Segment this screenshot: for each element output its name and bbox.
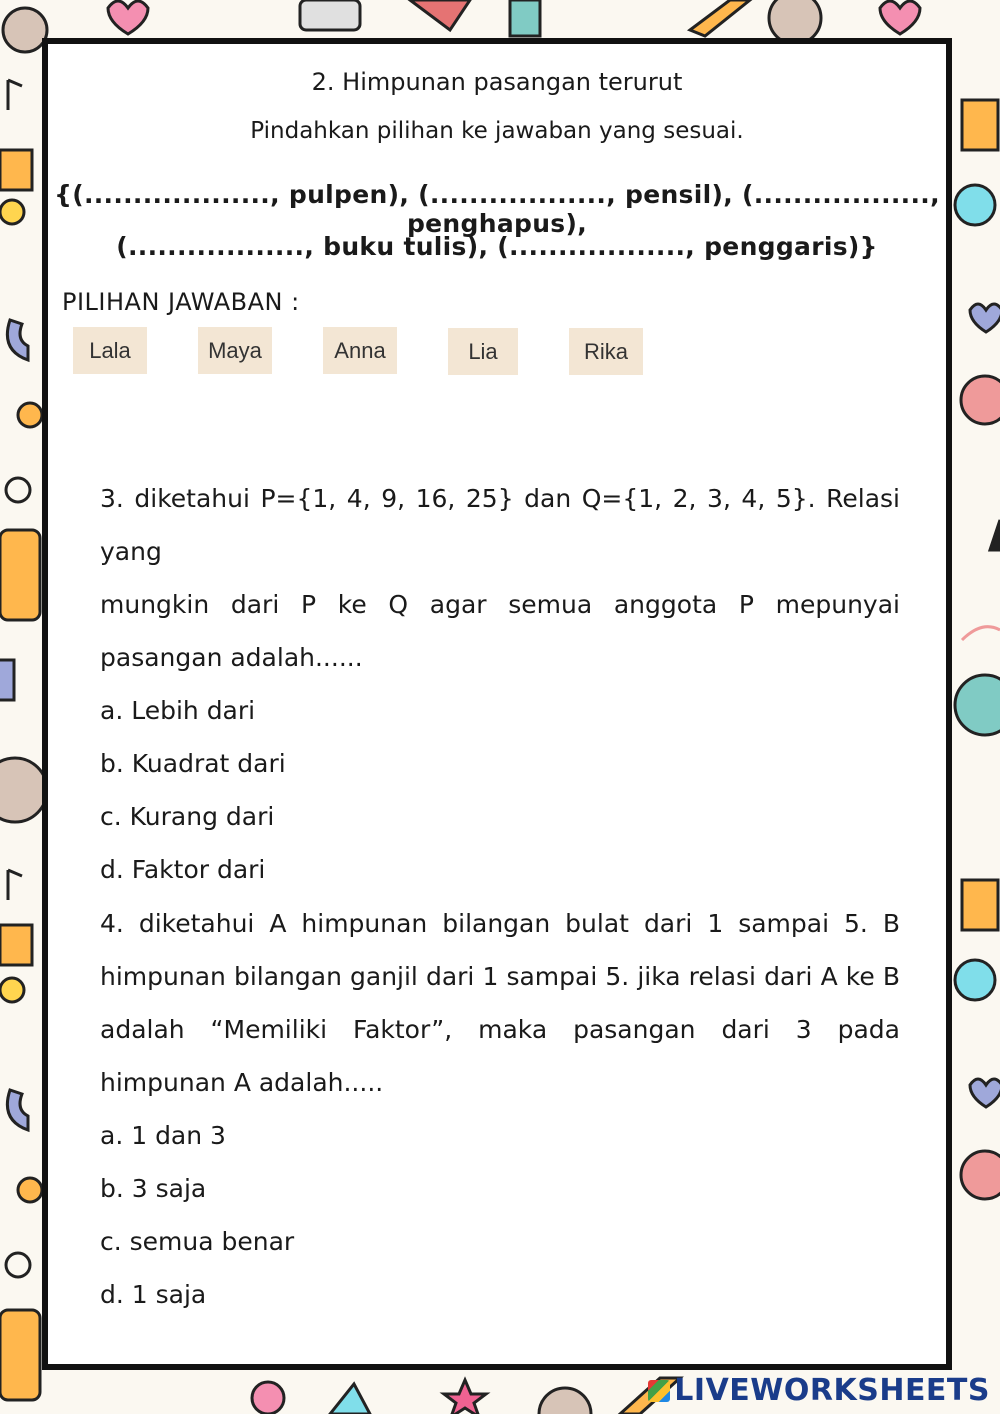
watermark-text: LIVEWORKSHEETS [674, 1373, 990, 1408]
music-note-icon [8, 80, 22, 110]
question-4-option-a[interactable]: a. 1 dan 3 [100, 1121, 226, 1150]
ordered-pairs-line-1: {(..................., pulpen), (.................., pensil), (.................., penghapus), [54, 180, 940, 238]
question-3 [100, 472, 900, 896]
glasses-icon [6, 478, 30, 502]
wifi-icon [962, 627, 1000, 640]
liveworksheets-logo-icon [648, 1380, 670, 1402]
pencil-icon [690, 0, 750, 36]
smiley-icon [0, 978, 24, 1002]
smiley-icon [955, 185, 995, 225]
question-4-line-4: himpunan A adalah..... [100, 1068, 384, 1097]
choice-chip-anna[interactable]: Anna [323, 327, 397, 374]
globe-icon [955, 675, 1000, 735]
question-2-instruction: Pindahkan pilihan ke jawaban yang sesuai. [250, 118, 744, 144]
calculator-icon [0, 530, 40, 620]
book-icon [300, 0, 360, 30]
atom-icon [961, 1151, 1000, 1199]
box-icon [962, 100, 998, 150]
rocket-icon [410, 0, 470, 30]
question-3-line-1: 3. diketahui P={1, 4, 9, 16, 25} dan Q={1, 2, 3, 4, 5}. Relasi yang [100, 484, 900, 566]
smiley-icon [0, 200, 24, 224]
question-3-option-b[interactable]: b. Kuadrat dari [100, 749, 286, 778]
glasses-icon [6, 1253, 30, 1277]
atom-icon [961, 376, 1000, 424]
choice-chip-lia[interactable]: Lia [448, 328, 518, 375]
palette-icon [539, 1388, 591, 1414]
star-icon [444, 1380, 486, 1414]
choices-label: PILIHAN JAWABAN : [62, 288, 300, 316]
question-4-option-d[interactable]: d. 1 saja [100, 1280, 207, 1309]
smiley-icon [955, 960, 995, 1000]
question-3-option-a[interactable]: a. Lebih dari [100, 696, 256, 725]
magnet-icon [7, 1090, 28, 1130]
magnet-icon [7, 320, 28, 360]
heart-icon [970, 1079, 1000, 1107]
choice-chip-maya[interactable]: Maya [198, 327, 272, 374]
heart-icon [108, 1, 148, 34]
heart-icon [880, 1, 920, 34]
ruler-icon [0, 925, 32, 965]
phone-icon [0, 660, 14, 700]
question-4-line-3: adalah “Memiliki Faktor”, maka pasangan dari 3 pada [100, 1015, 900, 1044]
palette-icon [0, 758, 47, 822]
box-icon [962, 880, 998, 930]
question-3-line-2: mungkin dari P ke Q agar semua anggota P mepunyai [100, 590, 900, 619]
question-4-option-c[interactable]: c. semua benar [100, 1227, 295, 1256]
question-4-line-1: 4. diketahui A himpunan bilangan bulat dari 1 sampai 5. B [100, 909, 900, 938]
circle-icon [18, 403, 42, 427]
question-3-option-d[interactable]: d. Faktor dari [100, 855, 266, 884]
choice-chip-rika[interactable]: Rika [569, 328, 643, 375]
ruler-icon [510, 0, 540, 36]
smiley-icon [252, 1382, 284, 1414]
watermark [648, 1373, 990, 1408]
ruler-icon [0, 150, 32, 190]
heart-icon [970, 304, 1000, 332]
question-4-option-b[interactable]: b. 3 saja [100, 1174, 207, 1203]
worksheet-page [42, 38, 952, 1370]
question-3-line-3: pasangan adalah...... [100, 643, 363, 672]
rocket-icon [330, 1384, 370, 1414]
calculator-icon [0, 1310, 40, 1400]
music-note-icon [8, 870, 22, 900]
question-3-option-c[interactable]: c. Kurang dari [100, 802, 275, 831]
ruler-icon [990, 520, 1000, 550]
palette-icon [3, 8, 47, 52]
circle-icon [18, 1178, 42, 1202]
choice-chip-lala[interactable]: Lala [73, 327, 147, 374]
question-4-line-2: himpunan bilangan ganjil dari 1 sampai 5. jika relasi dari A ke B [100, 962, 900, 991]
ordered-pairs-line-2: (.................., buku tulis), (.................., penggaris)} [116, 232, 878, 261]
question-4 [100, 897, 900, 1321]
question-2-title: 2. Himpunan pasangan terurut [311, 68, 683, 96]
